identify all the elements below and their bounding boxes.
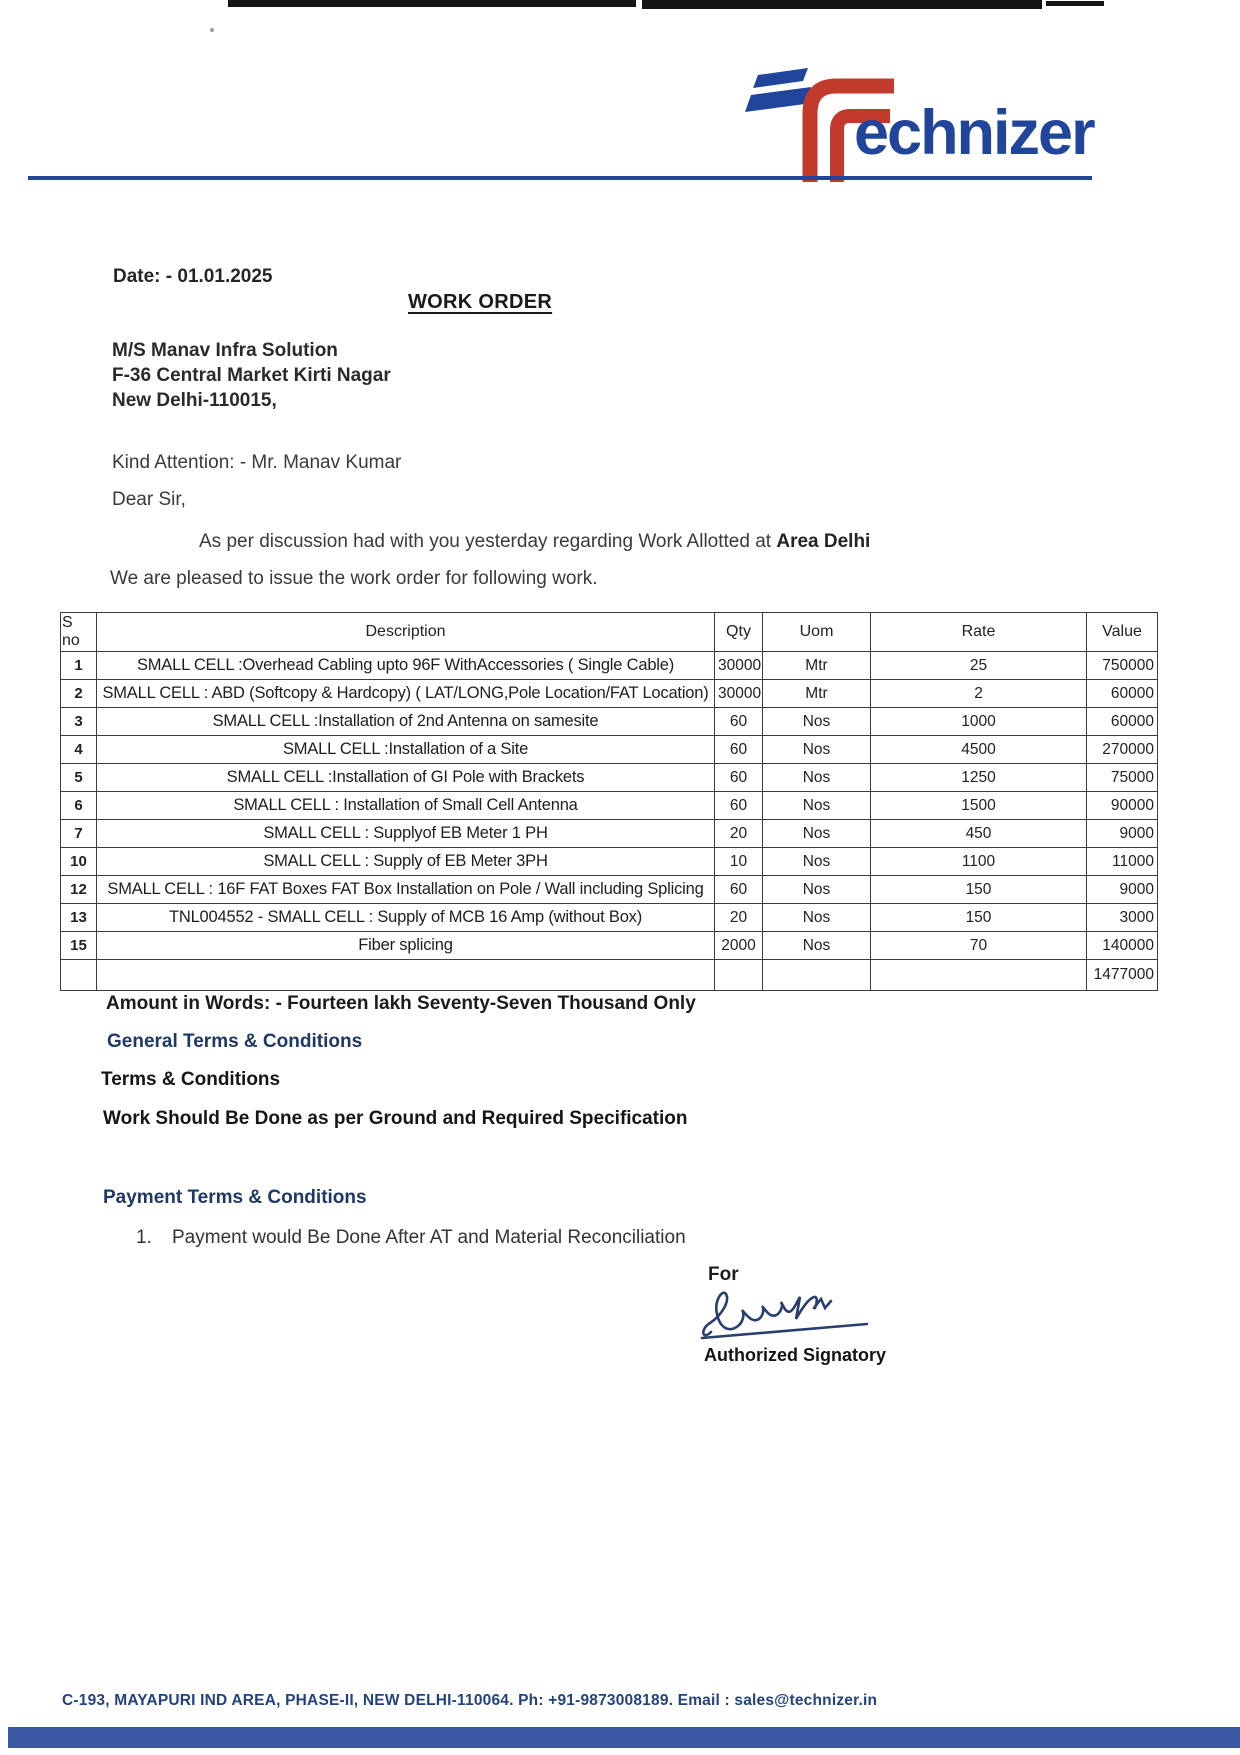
cell-sno: 10 bbox=[61, 848, 97, 876]
body-intro-prefix: As per discussion had with you yesterday regarding Work Allotted at bbox=[199, 531, 777, 552]
scan-artifact-strip bbox=[642, 0, 1042, 9]
technizer-logo bbox=[742, 62, 1094, 182]
cell-uom: Nos bbox=[763, 792, 871, 820]
page-title: WORK ORDER bbox=[408, 291, 553, 313]
cell-uom: Nos bbox=[763, 708, 871, 736]
table-row bbox=[61, 652, 1158, 680]
cell-sno bbox=[61, 960, 97, 991]
cell-rate: 1250 bbox=[871, 764, 1087, 792]
body-line-2: We are pleased to issue the work order for following work. bbox=[110, 568, 598, 589]
cell-uom: Nos bbox=[763, 904, 871, 932]
cell-description: SMALL CELL :Installation of GI Pole with Brackets bbox=[97, 764, 715, 792]
payment-term-item bbox=[136, 1227, 686, 1249]
cell-value: 750000 bbox=[1087, 652, 1158, 680]
table-row bbox=[61, 932, 1158, 960]
cell-value: 270000 bbox=[1087, 736, 1158, 764]
cell-description: TNL004552 - SMALL CELL : Supply of MCB 16 Amp (without Box) bbox=[97, 904, 715, 932]
work-items-body bbox=[61, 652, 1158, 991]
table-row bbox=[61, 848, 1158, 876]
cell-description: Fiber splicing bbox=[97, 932, 715, 960]
cell-value: 60000 bbox=[1087, 680, 1158, 708]
cell-uom: Nos bbox=[763, 736, 871, 764]
cell-uom: Mtr bbox=[763, 652, 871, 680]
cell-description: SMALL CELL :Installation of 2nd Antenna on samesite bbox=[97, 708, 715, 736]
column-header-rate: Rate bbox=[871, 613, 1087, 652]
column-header-sno: S no bbox=[61, 613, 97, 652]
body-intro-area: Area Delhi bbox=[776, 531, 871, 552]
cell-rate: 450 bbox=[871, 820, 1087, 848]
cell-uom: Mtr bbox=[763, 680, 871, 708]
cell-value: 9000 bbox=[1087, 876, 1158, 904]
work-items-table bbox=[60, 612, 1158, 991]
cell-sno: 13 bbox=[61, 904, 97, 932]
cell-value: 9000 bbox=[1087, 820, 1158, 848]
cell-qty: 2000 bbox=[715, 932, 763, 960]
recipient-line: M/S Manav Infra Solution bbox=[112, 340, 338, 361]
cell-rate: 25 bbox=[871, 652, 1087, 680]
cell-sno: 3 bbox=[61, 708, 97, 736]
cell-rate: 1100 bbox=[871, 848, 1087, 876]
terms-conditions-heading: Terms & Conditions bbox=[101, 1069, 281, 1090]
kind-attention-line: Kind Attention: - Mr. Manav Kumar bbox=[112, 452, 402, 473]
cell-rate: 150 bbox=[871, 904, 1087, 932]
column-header-uom: Uom bbox=[763, 613, 871, 652]
cell-uom: Nos bbox=[763, 764, 871, 792]
body-intro-line bbox=[199, 531, 870, 553]
cell-sno: 6 bbox=[61, 792, 97, 820]
cell-sno: 5 bbox=[61, 764, 97, 792]
column-header-value: Value bbox=[1087, 613, 1158, 652]
cell-qty: 20 bbox=[715, 820, 763, 848]
recipient-line: New Delhi-110015, bbox=[112, 390, 277, 411]
payment-item-text: Payment would Be Done After AT and Material Reconciliation bbox=[172, 1227, 686, 1248]
cell-description: SMALL CELL :Installation of a Site bbox=[97, 736, 715, 764]
payment-item-number: 1. bbox=[136, 1227, 152, 1248]
cell-uom: Nos bbox=[763, 820, 871, 848]
cell-rate: 70 bbox=[871, 932, 1087, 960]
table-row bbox=[61, 736, 1158, 764]
cell-qty: 60 bbox=[715, 876, 763, 904]
scan-artifact-strip bbox=[1046, 1, 1104, 6]
table-header bbox=[61, 613, 1158, 652]
cell-value: 140000 bbox=[1087, 932, 1158, 960]
cell-qty: 60 bbox=[715, 764, 763, 792]
table-row bbox=[61, 680, 1158, 708]
cell-sno: 15 bbox=[61, 932, 97, 960]
cell-rate: 1500 bbox=[871, 792, 1087, 820]
cell-uom: Nos bbox=[763, 932, 871, 960]
authorized-signatory-label: Authorized Signatory bbox=[704, 1345, 887, 1365]
cell-sno: 12 bbox=[61, 876, 97, 904]
recipient-address-block bbox=[112, 338, 391, 413]
cell-description: SMALL CELL : 16F FAT Boxes FAT Box Installation on Pole / Wall including Splicing bbox=[97, 876, 715, 904]
work-specification-line: Work Should Be Done as per Ground and Required Specification bbox=[103, 1108, 688, 1129]
cell-qty: 10 bbox=[715, 848, 763, 876]
column-header-description: Description bbox=[97, 613, 715, 652]
scan-artifact-strip bbox=[228, 0, 636, 7]
table-row bbox=[61, 876, 1158, 904]
logo-wordmark: echnizer bbox=[854, 98, 1094, 168]
cell-qty: 30000 bbox=[715, 652, 763, 680]
cell-description: SMALL CELL : Installation of Small Cell Antenna bbox=[97, 792, 715, 820]
cell-uom bbox=[763, 960, 871, 991]
scan-artifact-dot bbox=[210, 28, 214, 32]
table-row bbox=[61, 820, 1158, 848]
cell-value: 1477000 bbox=[1087, 960, 1158, 991]
cell-description: SMALL CELL :Overhead Cabling upto 96F WithAccessories ( Single Cable) bbox=[97, 652, 715, 680]
cell-value: 3000 bbox=[1087, 904, 1158, 932]
cell-rate: 2 bbox=[871, 680, 1087, 708]
header-divider-line bbox=[28, 176, 1092, 180]
for-label: For bbox=[708, 1264, 739, 1285]
table-total-row bbox=[61, 960, 1158, 991]
table-row bbox=[61, 708, 1158, 736]
cell-qty bbox=[715, 960, 763, 991]
cell-qty: 30000 bbox=[715, 680, 763, 708]
cell-uom: Nos bbox=[763, 876, 871, 904]
cell-description: SMALL CELL : ABD (Softcopy & Hardcopy) ( LAT/LONG,Pole Location/FAT Location) bbox=[97, 680, 715, 708]
cell-sno: 2 bbox=[61, 680, 97, 708]
table-row bbox=[61, 904, 1158, 932]
table-row bbox=[61, 792, 1158, 820]
cell-sno: 4 bbox=[61, 736, 97, 764]
date-line: Date: - 01.01.2025 bbox=[113, 266, 273, 287]
cell-description bbox=[97, 960, 715, 991]
salutation: Dear Sir, bbox=[112, 489, 186, 510]
footer-bar bbox=[8, 1727, 1240, 1748]
cell-sno: 7 bbox=[61, 820, 97, 848]
amount-in-words: Amount in Words: - Fourteen lakh Seventy-Seven Thousand Only bbox=[106, 993, 696, 1014]
cell-value: 60000 bbox=[1087, 708, 1158, 736]
cell-uom: Nos bbox=[763, 848, 871, 876]
column-header-qty: Qty bbox=[715, 613, 763, 652]
table-row bbox=[61, 764, 1158, 792]
recipient-line: F-36 Central Market Kirti Nagar bbox=[112, 365, 391, 386]
cell-sno: 1 bbox=[61, 652, 97, 680]
cell-qty: 60 bbox=[715, 708, 763, 736]
cell-qty: 60 bbox=[715, 736, 763, 764]
cell-rate: 150 bbox=[871, 876, 1087, 904]
cell-value: 75000 bbox=[1087, 764, 1158, 792]
handwritten-signature-icon bbox=[695, 1282, 877, 1354]
cell-qty: 60 bbox=[715, 792, 763, 820]
cell-rate bbox=[871, 960, 1087, 991]
payment-terms-heading: Payment Terms & Conditions bbox=[103, 1187, 367, 1208]
cell-value: 90000 bbox=[1087, 792, 1158, 820]
cell-description: SMALL CELL : Supplyof EB Meter 1 PH bbox=[97, 820, 715, 848]
cell-rate: 4500 bbox=[871, 736, 1087, 764]
cell-description: SMALL CELL : Supply of EB Meter 3PH bbox=[97, 848, 715, 876]
cell-value: 11000 bbox=[1087, 848, 1158, 876]
cell-qty: 20 bbox=[715, 904, 763, 932]
table-header-row bbox=[61, 613, 1158, 652]
cell-rate: 1000 bbox=[871, 708, 1087, 736]
footer-contact-line: C-193, MAYAPURI IND AREA, PHASE-II, NEW DELHI-110064. Ph: +91-9873008189. Email : sales@technizer.in bbox=[62, 1692, 878, 1709]
general-terms-heading: General Terms & Conditions bbox=[107, 1031, 363, 1052]
